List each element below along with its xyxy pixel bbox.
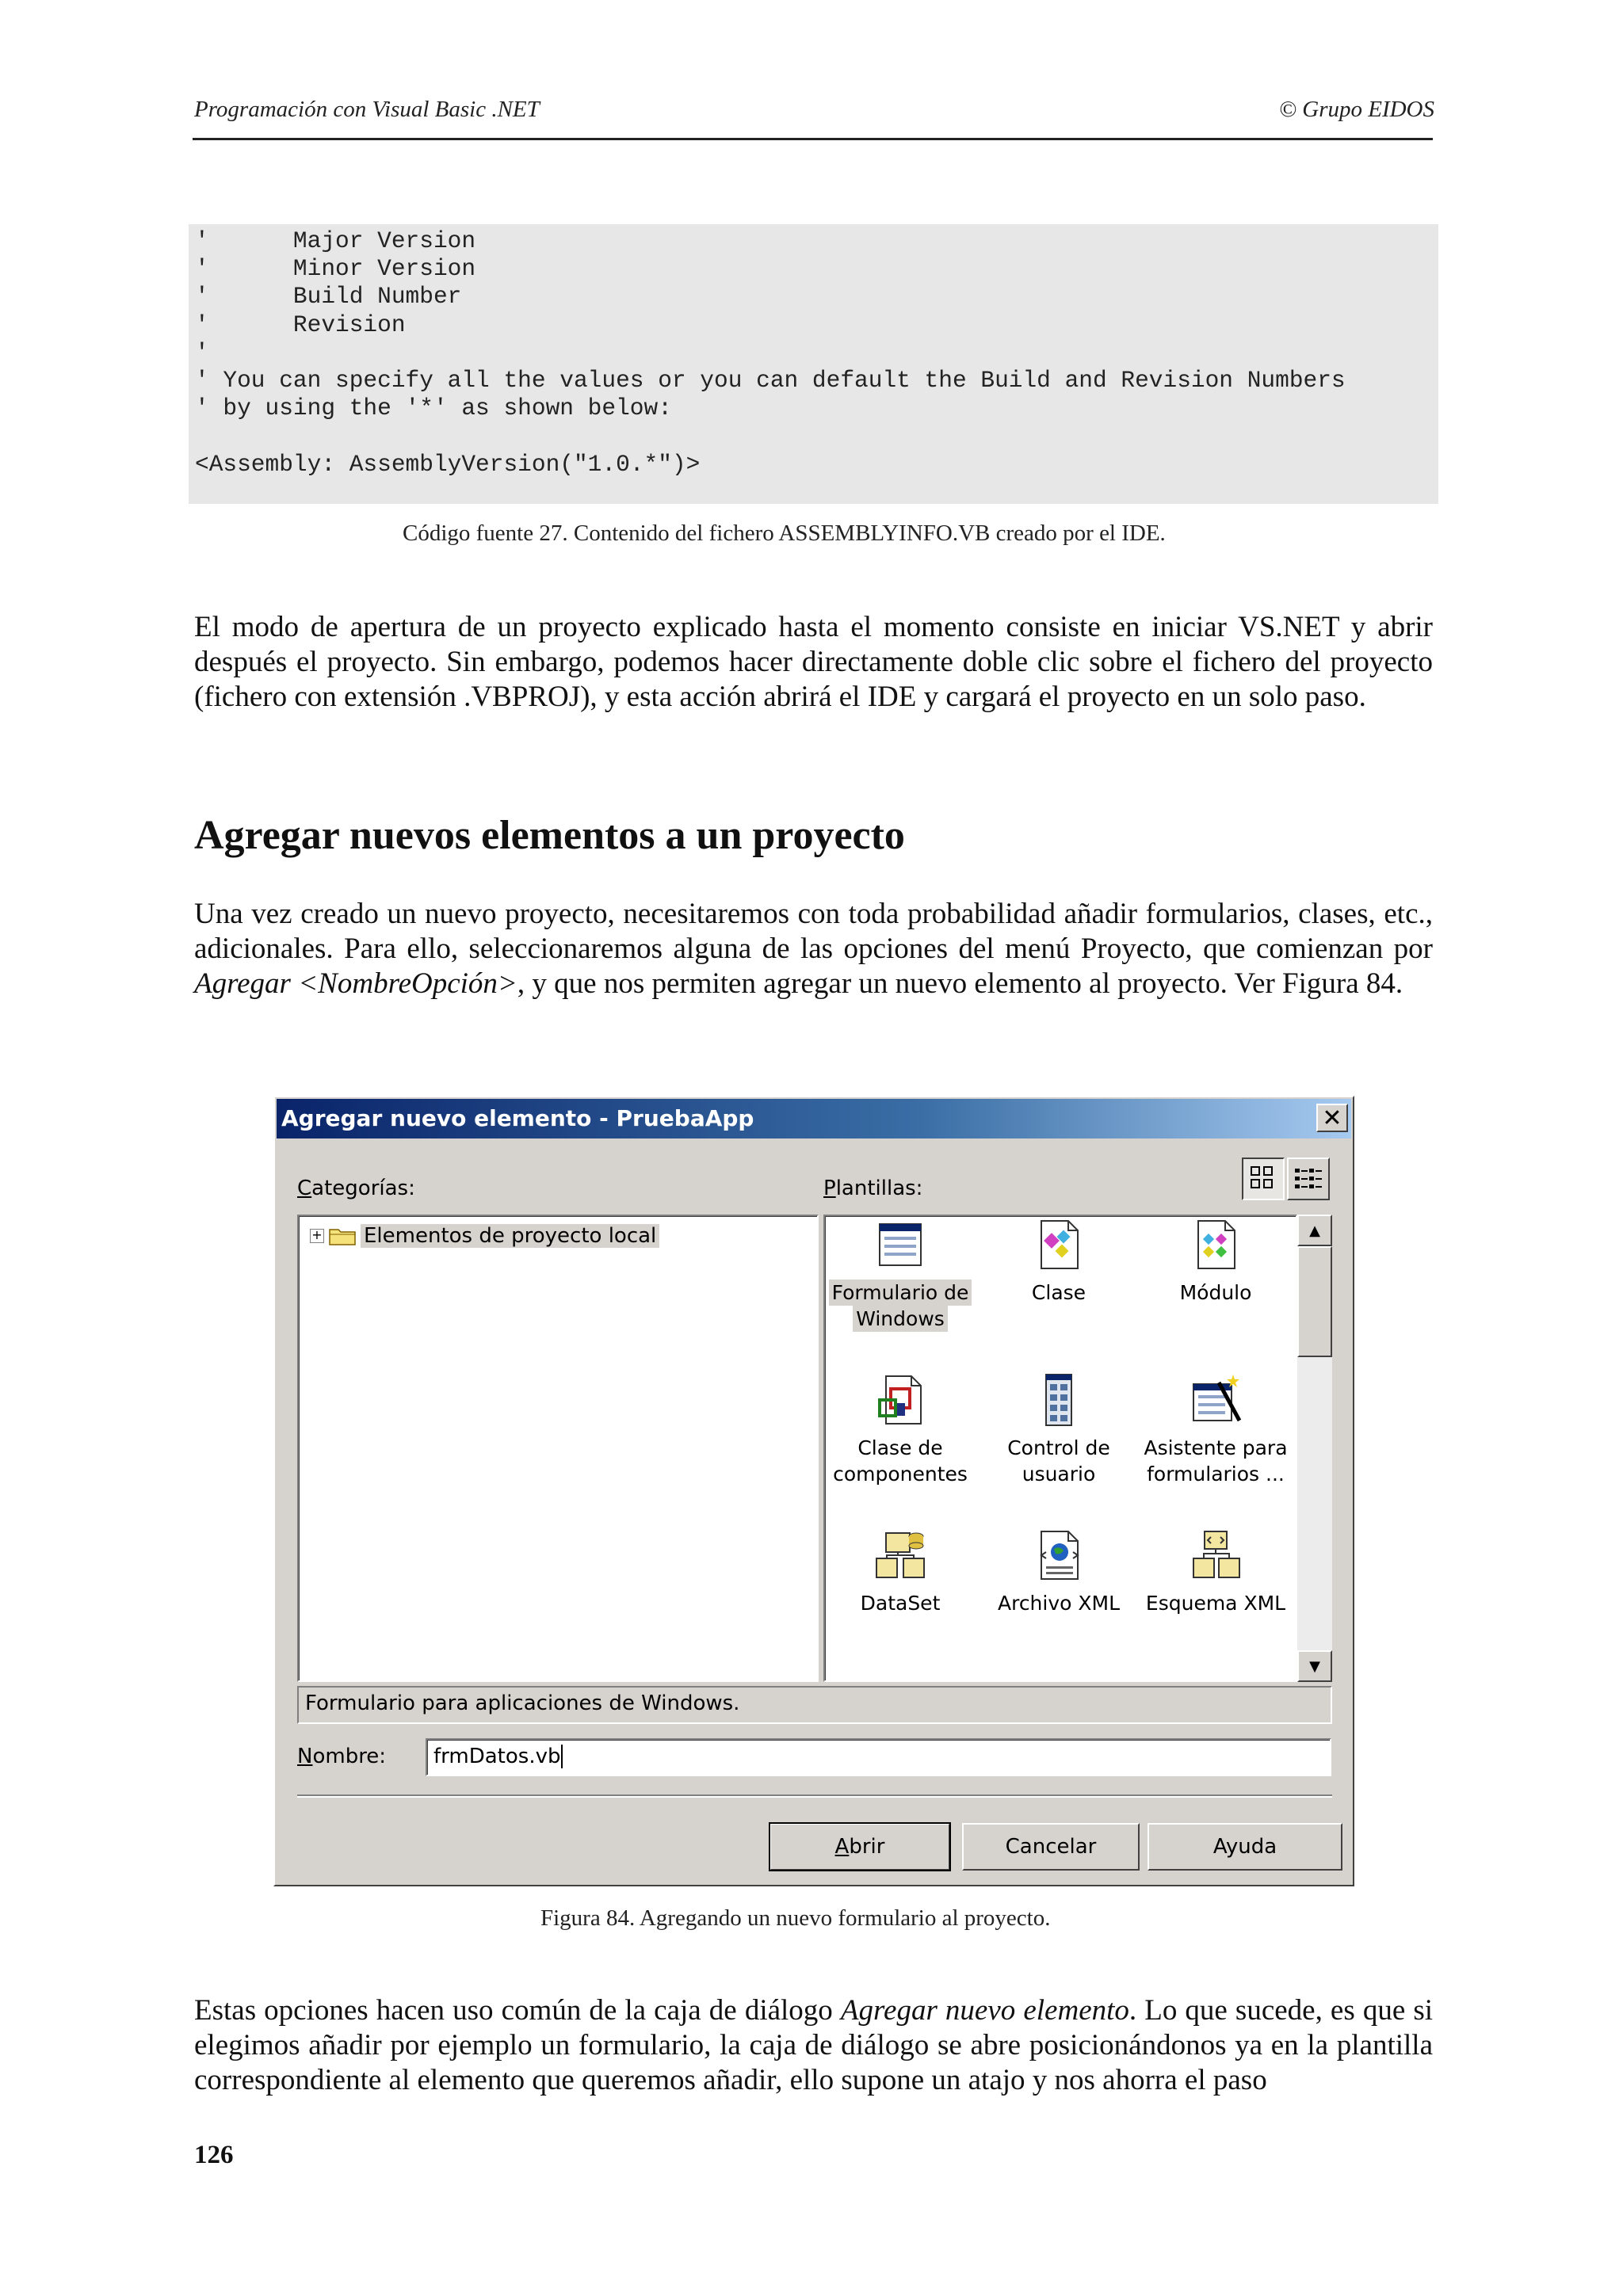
templates-list[interactable] (823, 1215, 1297, 1682)
open-button[interactable]: A brir (769, 1823, 950, 1871)
header-rule (193, 138, 1433, 140)
template-class[interactable]: Clase (983, 1216, 1134, 1306)
help-button[interactable]: Ayuda (1148, 1823, 1342, 1871)
large-icons-view-button[interactable] (1242, 1158, 1285, 1200)
name-input[interactable]: frmDatos.vb (426, 1738, 1331, 1776)
dataset-icon (872, 1527, 929, 1584)
dialog-title: Agregar nuevo elemento - PruebaApp (281, 1105, 754, 1131)
code-line: ' You can specify all the values or you can default the Build and Revision Numbers (195, 366, 1346, 394)
cancel-button[interactable]: Cancelar (962, 1823, 1140, 1871)
code-caption: Código fuente 27. Contenido del fichero ASSEMBLYINFO.VB creado por el IDE. (403, 521, 1166, 546)
tree-item-local-project-items[interactable]: + Elementos de proyecto local (310, 1224, 659, 1248)
paragraph-2: Una vez creado un nuevo proyecto, necesitaremos con toda probabilidad añadir formularios, clases, etc., adicionales. Para ello, seleccionaremos alguna de las opciones del menú Proyecto, que comienzan por Agregar <NombreOpción>, y que nos permiten agregar un nuevo elemento al proyecto. Ver Figura 84. (194, 898, 1433, 1000)
close-button[interactable] (1316, 1104, 1348, 1132)
arrow-up-icon: ▲ (1309, 1222, 1320, 1239)
templates-label: Plantillas: (823, 1177, 923, 1200)
name-label: Nombre: (297, 1745, 387, 1768)
component-class-icon (872, 1371, 929, 1428)
folder-icon (329, 1226, 356, 1245)
text-cursor (561, 1745, 563, 1768)
expand-icon[interactable]: + (310, 1229, 324, 1243)
user-control-icon (1030, 1371, 1087, 1428)
categories-tree[interactable] (297, 1215, 819, 1682)
figure-caption: Figura 84. Agregando un nuevo formulario al proyecto. (540, 1905, 1051, 1931)
code-line: ' Build Number (195, 283, 462, 311)
template-windows-form[interactable]: Formulario de Windows (825, 1216, 976, 1332)
page-number: 126 (194, 2141, 234, 2169)
template-user-control[interactable]: Control de usuario (983, 1371, 1134, 1487)
template-module[interactable]: Módulo (1140, 1216, 1291, 1306)
template-description: Formulario para aplicaciones de Windows. (297, 1686, 1332, 1724)
large-icons-icon (1243, 1159, 1283, 1199)
template-xml-file[interactable]: Archivo XML (983, 1527, 1134, 1616)
section-heading: Agregar nuevos elementos a un proyecto (194, 813, 905, 858)
scroll-up-button[interactable] (1297, 1215, 1332, 1246)
scroll-thumb[interactable] (1297, 1246, 1332, 1357)
templates-scrollbar[interactable] (1297, 1215, 1332, 1682)
small-icons-view-button[interactable] (1287, 1158, 1330, 1200)
code-line: ' Minor Version (195, 255, 476, 283)
code-line: ' (195, 338, 209, 366)
list-view-icon (1289, 1159, 1328, 1199)
code-block (189, 224, 1438, 504)
template-xml-schema[interactable]: Esquema XML (1140, 1527, 1291, 1616)
template-component-class[interactable]: Clase de componentes (825, 1371, 976, 1487)
close-icon: ✕ (1322, 1104, 1342, 1132)
add-new-item-dialog (273, 1096, 1354, 1886)
form-wizard-icon (1187, 1371, 1244, 1428)
code-line (195, 422, 1438, 450)
categories-label: Categorías: (297, 1177, 415, 1200)
code-line: ' Major Version (195, 227, 476, 254)
xml-schema-icon (1187, 1527, 1244, 1584)
xml-file-icon (1030, 1527, 1087, 1584)
code-line: ' by using the '*' as shown below: (195, 395, 672, 422)
running-header-title: Programación con Visual Basic .NET (194, 97, 540, 122)
paragraph-3: Estas opciones hacen uso común de la caja de diálogo Agregar nuevo elemento. Lo que sucede, es que si elegimos añadir por ejemplo un formulario, la caja de diálogo se abre posicionándonos ya en la plantilla correspondiente al elemento que queremos añadir, ello supone un atajo y nos ahorra el paso (194, 1994, 1434, 2096)
template-form-wizard[interactable]: Asistente para formularios ... (1140, 1371, 1291, 1487)
code-line: <Assembly: AssemblyVersion("1.0.*")> (195, 450, 701, 478)
class-icon (1030, 1216, 1087, 1273)
arrow-down-icon: ▼ (1309, 1657, 1320, 1675)
paragraph-1: El modo de apertura de un proyecto explicado hasta el momento consiste en iniciar VS.NET y abrir después el proyecto. Sin embargo, podemos hacer directamente doble clic sobre el fichero del proyecto (fichero con extensión .VBPROJ), y esta acción abrirá el IDE y cargará el proyecto en un solo paso. (194, 611, 1433, 713)
windows-form-icon (872, 1216, 929, 1273)
code-line: ' Revision (195, 311, 406, 338)
separator (297, 1794, 1332, 1798)
module-icon (1187, 1216, 1244, 1273)
dialog-titlebar (277, 1099, 1351, 1138)
scroll-down-button[interactable] (1297, 1650, 1332, 1682)
running-header-publisher: © Grupo EIDOS (1278, 97, 1434, 122)
template-dataset[interactable]: DataSet (825, 1527, 976, 1616)
